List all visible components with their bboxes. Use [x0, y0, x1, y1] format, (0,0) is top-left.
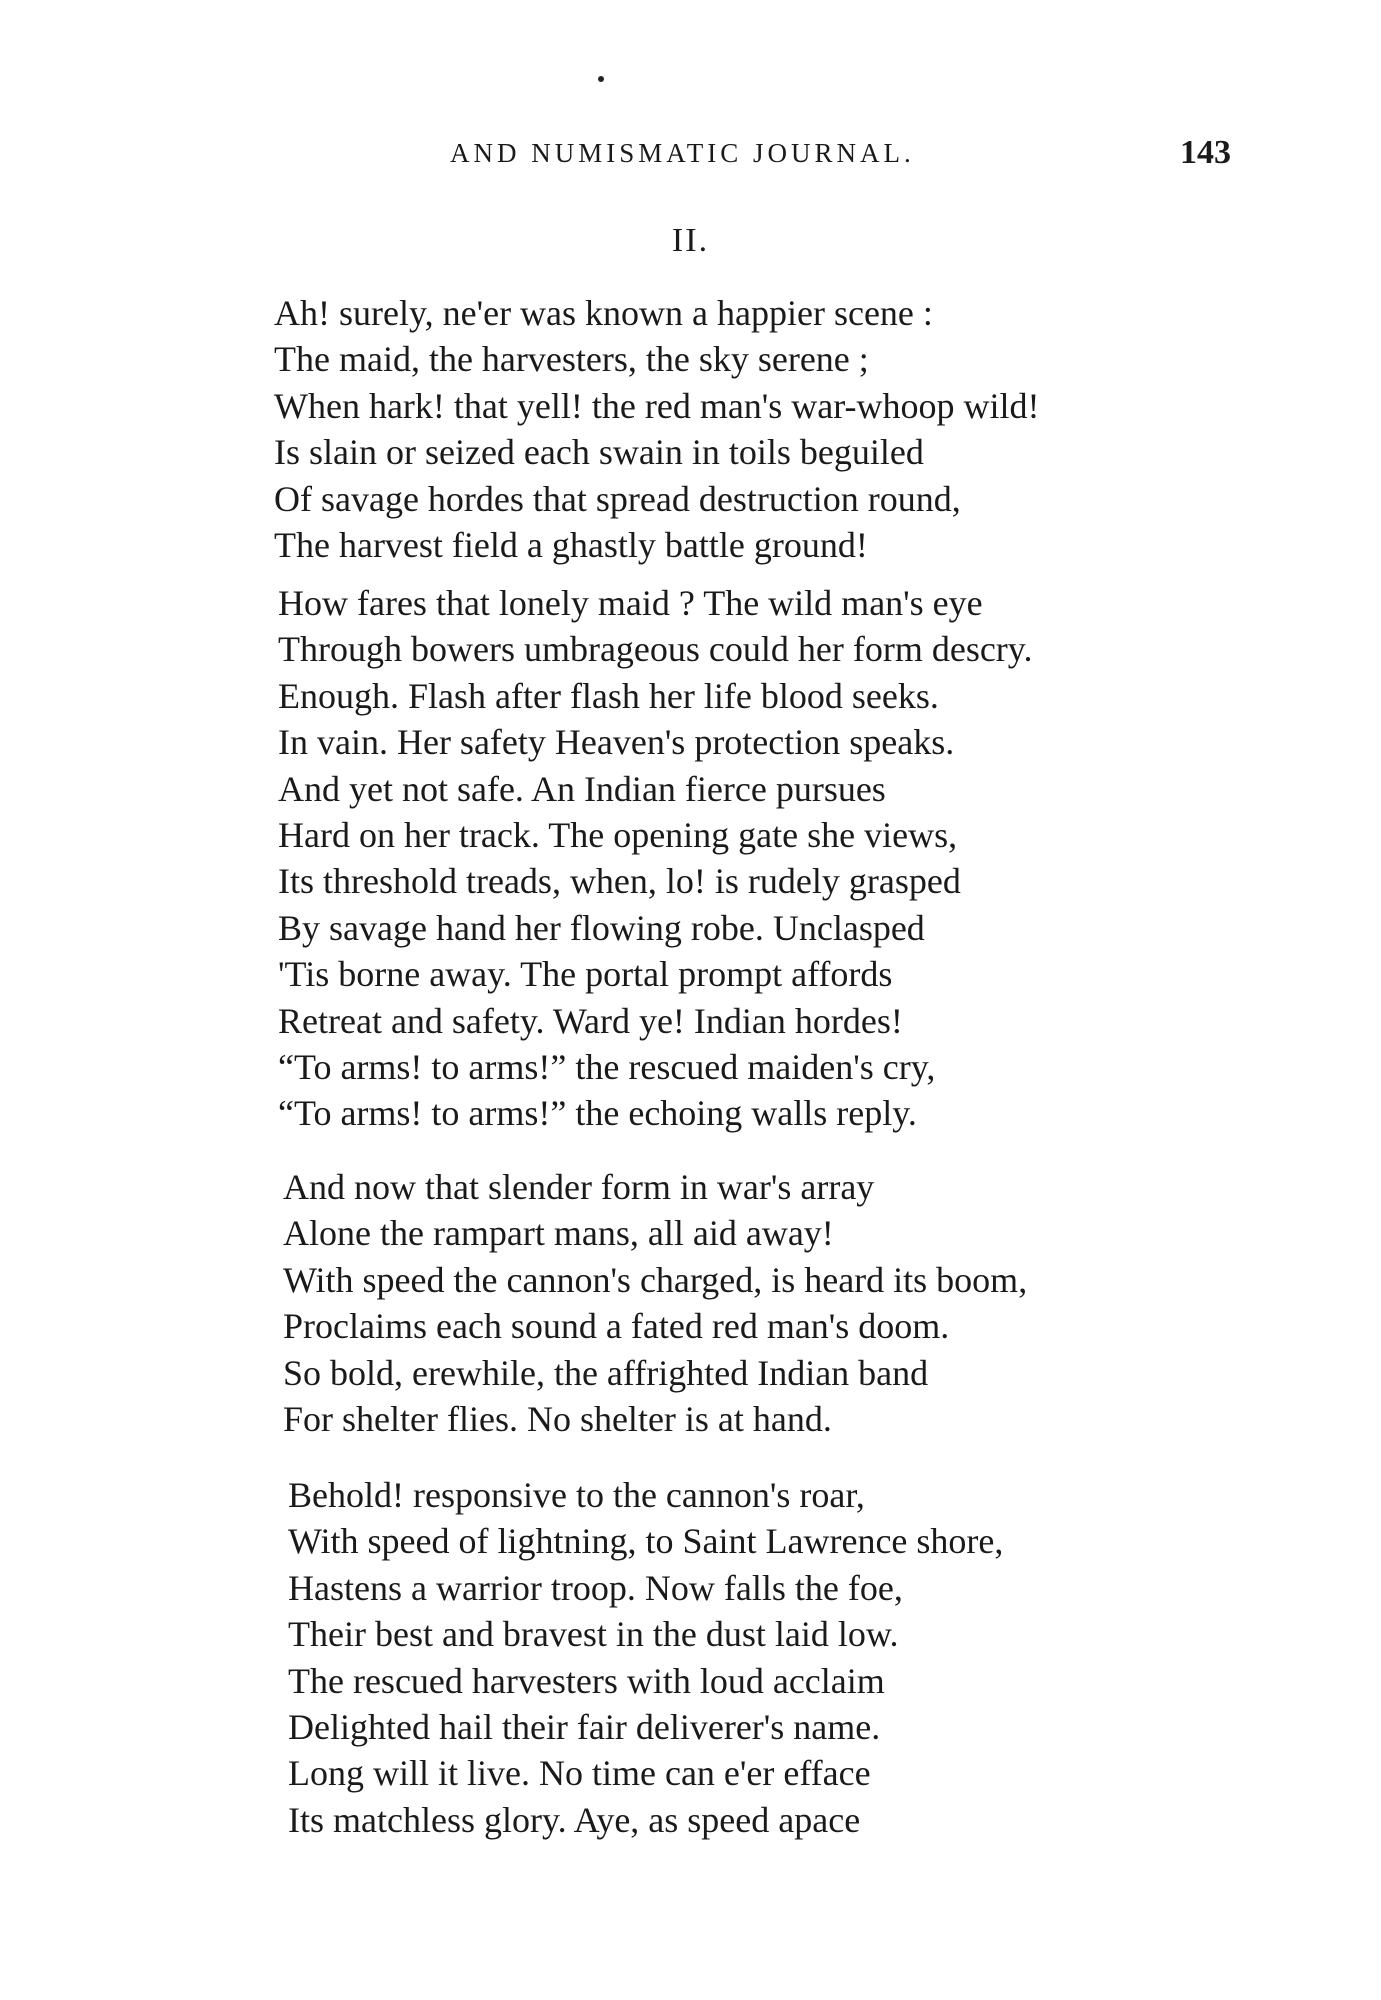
section-heading: II.: [671, 222, 710, 259]
poem-line: So bold, erewhile, the affrighted Indian band: [283, 1352, 929, 1393]
poem-line: Hard on her track. The opening gate she views,: [278, 815, 958, 856]
stanza-4: [288, 1472, 1003, 1843]
poem-line: And yet not safe. An Indian fierce pursues: [278, 768, 886, 809]
poem-line: When hark! that yell! the red man's war-whoop wild!: [274, 385, 1040, 426]
poem-line: Through bowers umbrageous could her form descry.: [278, 629, 1033, 670]
poem-line: The maid, the harvesters, the sky serene ;: [274, 339, 869, 380]
poem-line: With speed the cannon's charged, is heard its boom,: [283, 1259, 1028, 1300]
poem-line: With speed of lightning, to Saint Lawrence shore,: [288, 1521, 1004, 1562]
stanza-1: [274, 290, 1040, 568]
poem-line: Its matchless glory. Aye, as speed apace: [288, 1799, 861, 1840]
poem-line: “To arms! to arms!” the rescued maiden's cry,: [278, 1047, 936, 1088]
stanza-2: [278, 580, 1032, 1137]
poem-line: “To arms! to arms!” the echoing walls reply.: [278, 1093, 917, 1134]
poem-line: Delighted hail their fair deliverer's name.: [288, 1707, 881, 1748]
page-number: 143: [1180, 134, 1231, 171]
poem-line: Their best and bravest in the dust laid low.: [288, 1614, 899, 1655]
poem-line: How fares that lonely maid ? The wild man's eye: [278, 583, 983, 623]
poem-line: The harvest field a ghastly battle ground!: [274, 525, 868, 566]
running-title: AND NUMISMATIC JOURNAL.: [450, 138, 915, 168]
poem-line: Long will it live. No time can e'er efface: [288, 1753, 871, 1794]
stanza-3: [283, 1164, 1027, 1442]
poem-line: The rescued harvesters with loud acclaim: [288, 1660, 885, 1701]
poem-line: Hastens a warrior troop. Now falls the foe,: [288, 1567, 903, 1608]
poem-line: Behold! responsive to the cannon's roar,: [288, 1475, 865, 1515]
poem-line: By savage hand her flowing robe. Unclasped: [278, 907, 925, 948]
poem-line: And now that slender form in war's array: [283, 1167, 875, 1207]
poem-line: For shelter flies. No shelter is at hand.: [283, 1399, 832, 1440]
poem-line: Retreat and safety. Ward ye! Indian hordes!: [278, 1000, 903, 1041]
poem-line: Proclaims each sound a fated red man's doom.: [283, 1306, 950, 1347]
poem-line: 'Tis borne away. The portal prompt affords: [278, 954, 893, 995]
poem-line: Is slain or seized each swain in toils beguiled: [274, 432, 924, 473]
poem-line: Alone the rampart mans, all aid away!: [283, 1213, 834, 1254]
poem-line: Its threshold treads, when, lo! is rudely grasped: [278, 861, 961, 902]
poem-line: Enough. Flash after flash her life blood seeks.: [278, 675, 939, 716]
poem-line: Of savage hordes that spread destruction round,: [274, 478, 961, 519]
poem-line: Ah! surely, ne'er was known a happier scene :: [274, 293, 933, 333]
poem-line: In vain. Her safety Heaven's protection speaks.: [278, 722, 955, 763]
